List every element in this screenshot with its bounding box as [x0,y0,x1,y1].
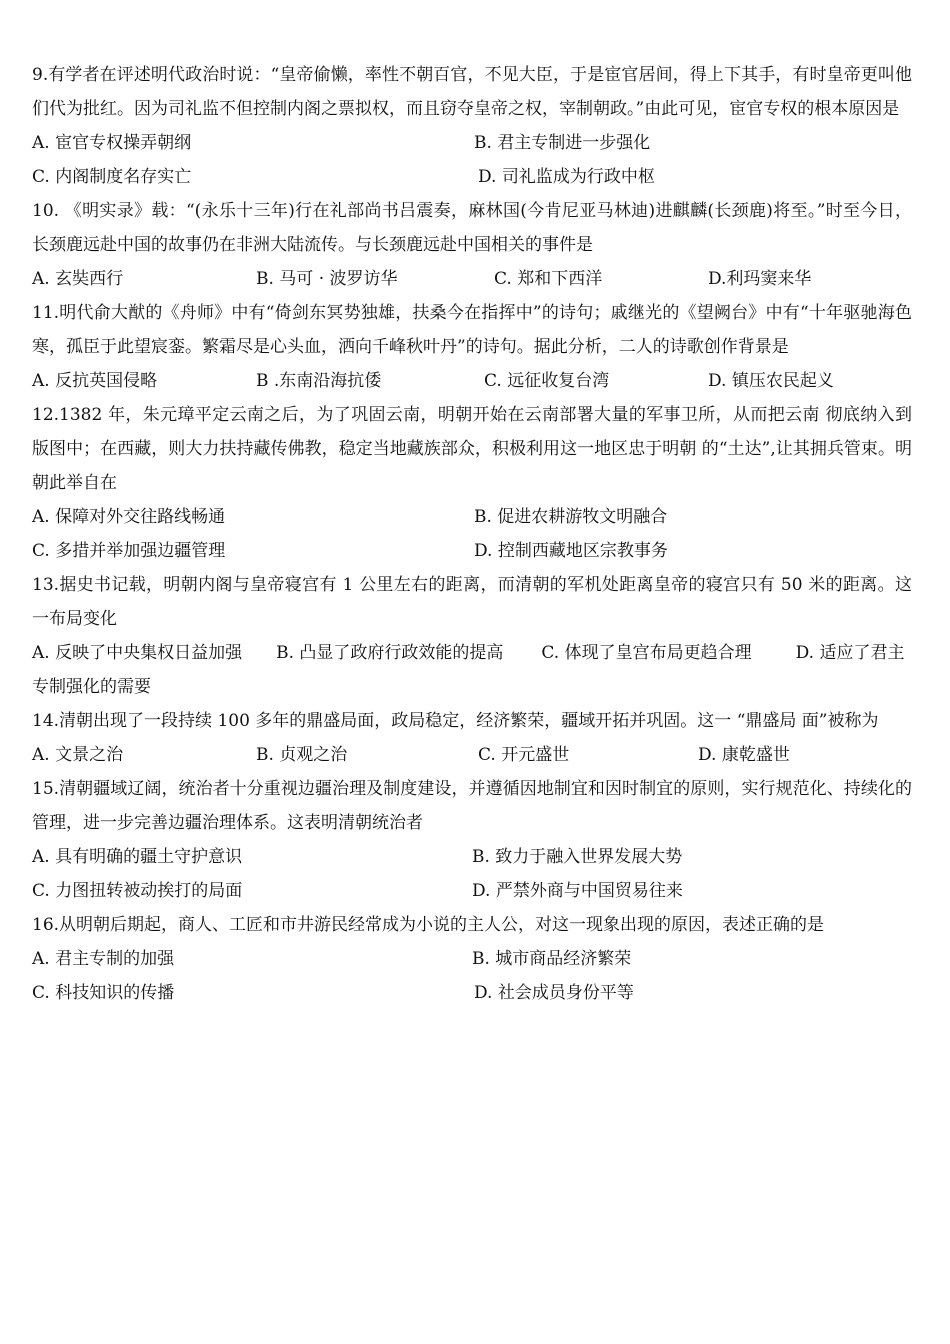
question-11-options [32,364,912,398]
option-b[interactable]: B. 贞观之治 [256,745,348,765]
option-c[interactable]: C. 郑和下西洋 [494,269,603,289]
question-9-options-row-1 [32,126,912,160]
question-12-stem: 12.1382 年，朱元璋平定云南之后，为了巩固云南，明朝开始在云南部署大量的军事卫所，从而把云南 彻底纳入到版图中；在西藏，则大力扶持藏传佛教，稳定当地藏族部众，积极利用这一地区忠于明朝 的“土达”,让其拥兵管束。明朝此举自在 [32,405,912,493]
option-b[interactable]: B. 马可 · 波罗访华 [256,269,398,289]
option-d[interactable]: D. 镇压农民起义 [708,371,834,391]
option-c[interactable]: C. 力图扭转被动挨打的局面 [32,881,243,901]
option-d[interactable]: D. 司礼监成为行政中枢 [478,167,655,187]
question-12-options-row-2 [32,534,912,568]
option-a[interactable]: A. 君主专制的加强 [32,949,175,969]
option-c[interactable]: C. 体现了皇宫布局更趋合理 [541,643,752,663]
question-16-stem: 16.从明朝后期起，商人、工匠和市井游民经常成为小说的主人公，对这一现象出现的原因，表述正确的是 [32,915,825,935]
option-d[interactable]: D.利玛窦来华 [708,269,812,289]
option-b[interactable]: B .东南沿海抗倭 [256,371,382,391]
exam-page [32,58,912,1010]
option-b[interactable]: B. 促进农耕游牧文明融合 [474,507,668,527]
option-d[interactable]: D. 社会成员身份平等 [474,983,634,1003]
question-13-stem: 13.据史书记载，明朝内阁与皇帝寝宫有 1 公里左右的距离，而清朝的军机处距离皇帝的寝宫只有 50 米的距离。这一布局变化 [32,575,912,629]
option-a[interactable]: A. 反映了中央集权日益加强 [32,643,243,663]
option-c[interactable]: C. 远征收复台湾 [484,371,610,391]
option-a[interactable]: A. 宦官专权操弄朝纲 [32,133,192,153]
option-a[interactable]: A. 反抗英国侵略 [32,371,158,391]
question-15-options-row-1 [32,840,912,874]
option-b[interactable]: B. 致力于融入世界发展大势 [472,847,683,867]
option-d[interactable]: D. 适应了君主专制强化的需要 [32,643,905,697]
question-11-stem: 11.明代俞大猷的《舟师》中有“倚剑东冥势独雄，扶桑今在指挥中”的诗句；戚继光的《望阙台》中有“十年驱驰海色寒，孤臣于此望宸銮。繁霜尽是心头血，洒向千峰秋叶丹”的诗句。据此分析，二人的诗歌创作背景是 [32,303,912,357]
question-14-stem: 14.清朝出现了一段持续 100 多年的鼎盛局面，政局稳定，经济繁荣，疆域开拓并巩固。这一 “鼎盛局 面”被称为 [32,711,879,731]
question-15-options-row-2 [32,874,912,908]
option-d[interactable]: D. 康乾盛世 [698,745,790,765]
question-9-options-row-2 [32,160,912,194]
option-a[interactable]: A. 具有明确的疆土守护意识 [32,847,243,867]
option-a[interactable]: A. 文景之治 [32,745,124,765]
question-12-options-row-1 [32,500,912,534]
option-c[interactable]: C. 开元盛世 [478,745,570,765]
option-c[interactable]: C. 内阁制度名存实亡 [32,167,192,187]
question-15-stem: 15.清朝疆域辽阔，统治者十分重视边疆治理及制度建设，并遵循因地制宜和因时制宜的原则，实行规范化、持续化的管理，进一步完善边疆治理体系。这表明清朝统治者 [32,779,912,833]
question-9-stem: 9.有学者在评述明代政治时说：“皇帝偷懒，率性不朝百官，不见大臣，于是宦官居间，得上下其手，有时皇帝更叫他们代为批红。因为司礼监不但控制内阁之票拟权，而且窃夺皇帝之权，宰制朝政。”由此可见，宦官专权的根本原因是 [32,65,912,119]
question-16-options-row-2 [32,976,912,1010]
option-d[interactable]: D. 控制西藏地区宗教事务 [474,541,668,561]
question-14-options [32,738,912,772]
option-b[interactable]: B. 城市商品经济繁荣 [472,949,632,969]
question-13-options [32,636,912,704]
option-c[interactable]: C. 多措并举加强边疆管理 [32,541,226,561]
option-c[interactable]: C. 科技知识的传播 [32,983,175,1003]
option-a[interactable]: A. 玄奘西行 [32,269,124,289]
option-a[interactable]: A. 保障对外交往路线畅通 [32,507,226,527]
question-10-options [32,262,912,296]
option-d[interactable]: D. 严禁外商与中国贸易往来 [472,881,683,901]
option-b[interactable]: B. 君主专制进一步强化 [474,133,651,153]
question-10-stem: 10. 《明实录》载：“(永乐十三年)行在礼部尚书吕震奏，麻林国(今肯尼亚马林迪)进麒麟(长颈鹿)将至。”时至今日，长颈鹿远赴中国的故事仍在非洲大陆流传。与长颈鹿远赴中国相关的事件是 [32,201,912,255]
option-b[interactable]: B. 凸显了政府行政效能的提高 [276,643,504,663]
question-16-options-row-1 [32,942,912,976]
